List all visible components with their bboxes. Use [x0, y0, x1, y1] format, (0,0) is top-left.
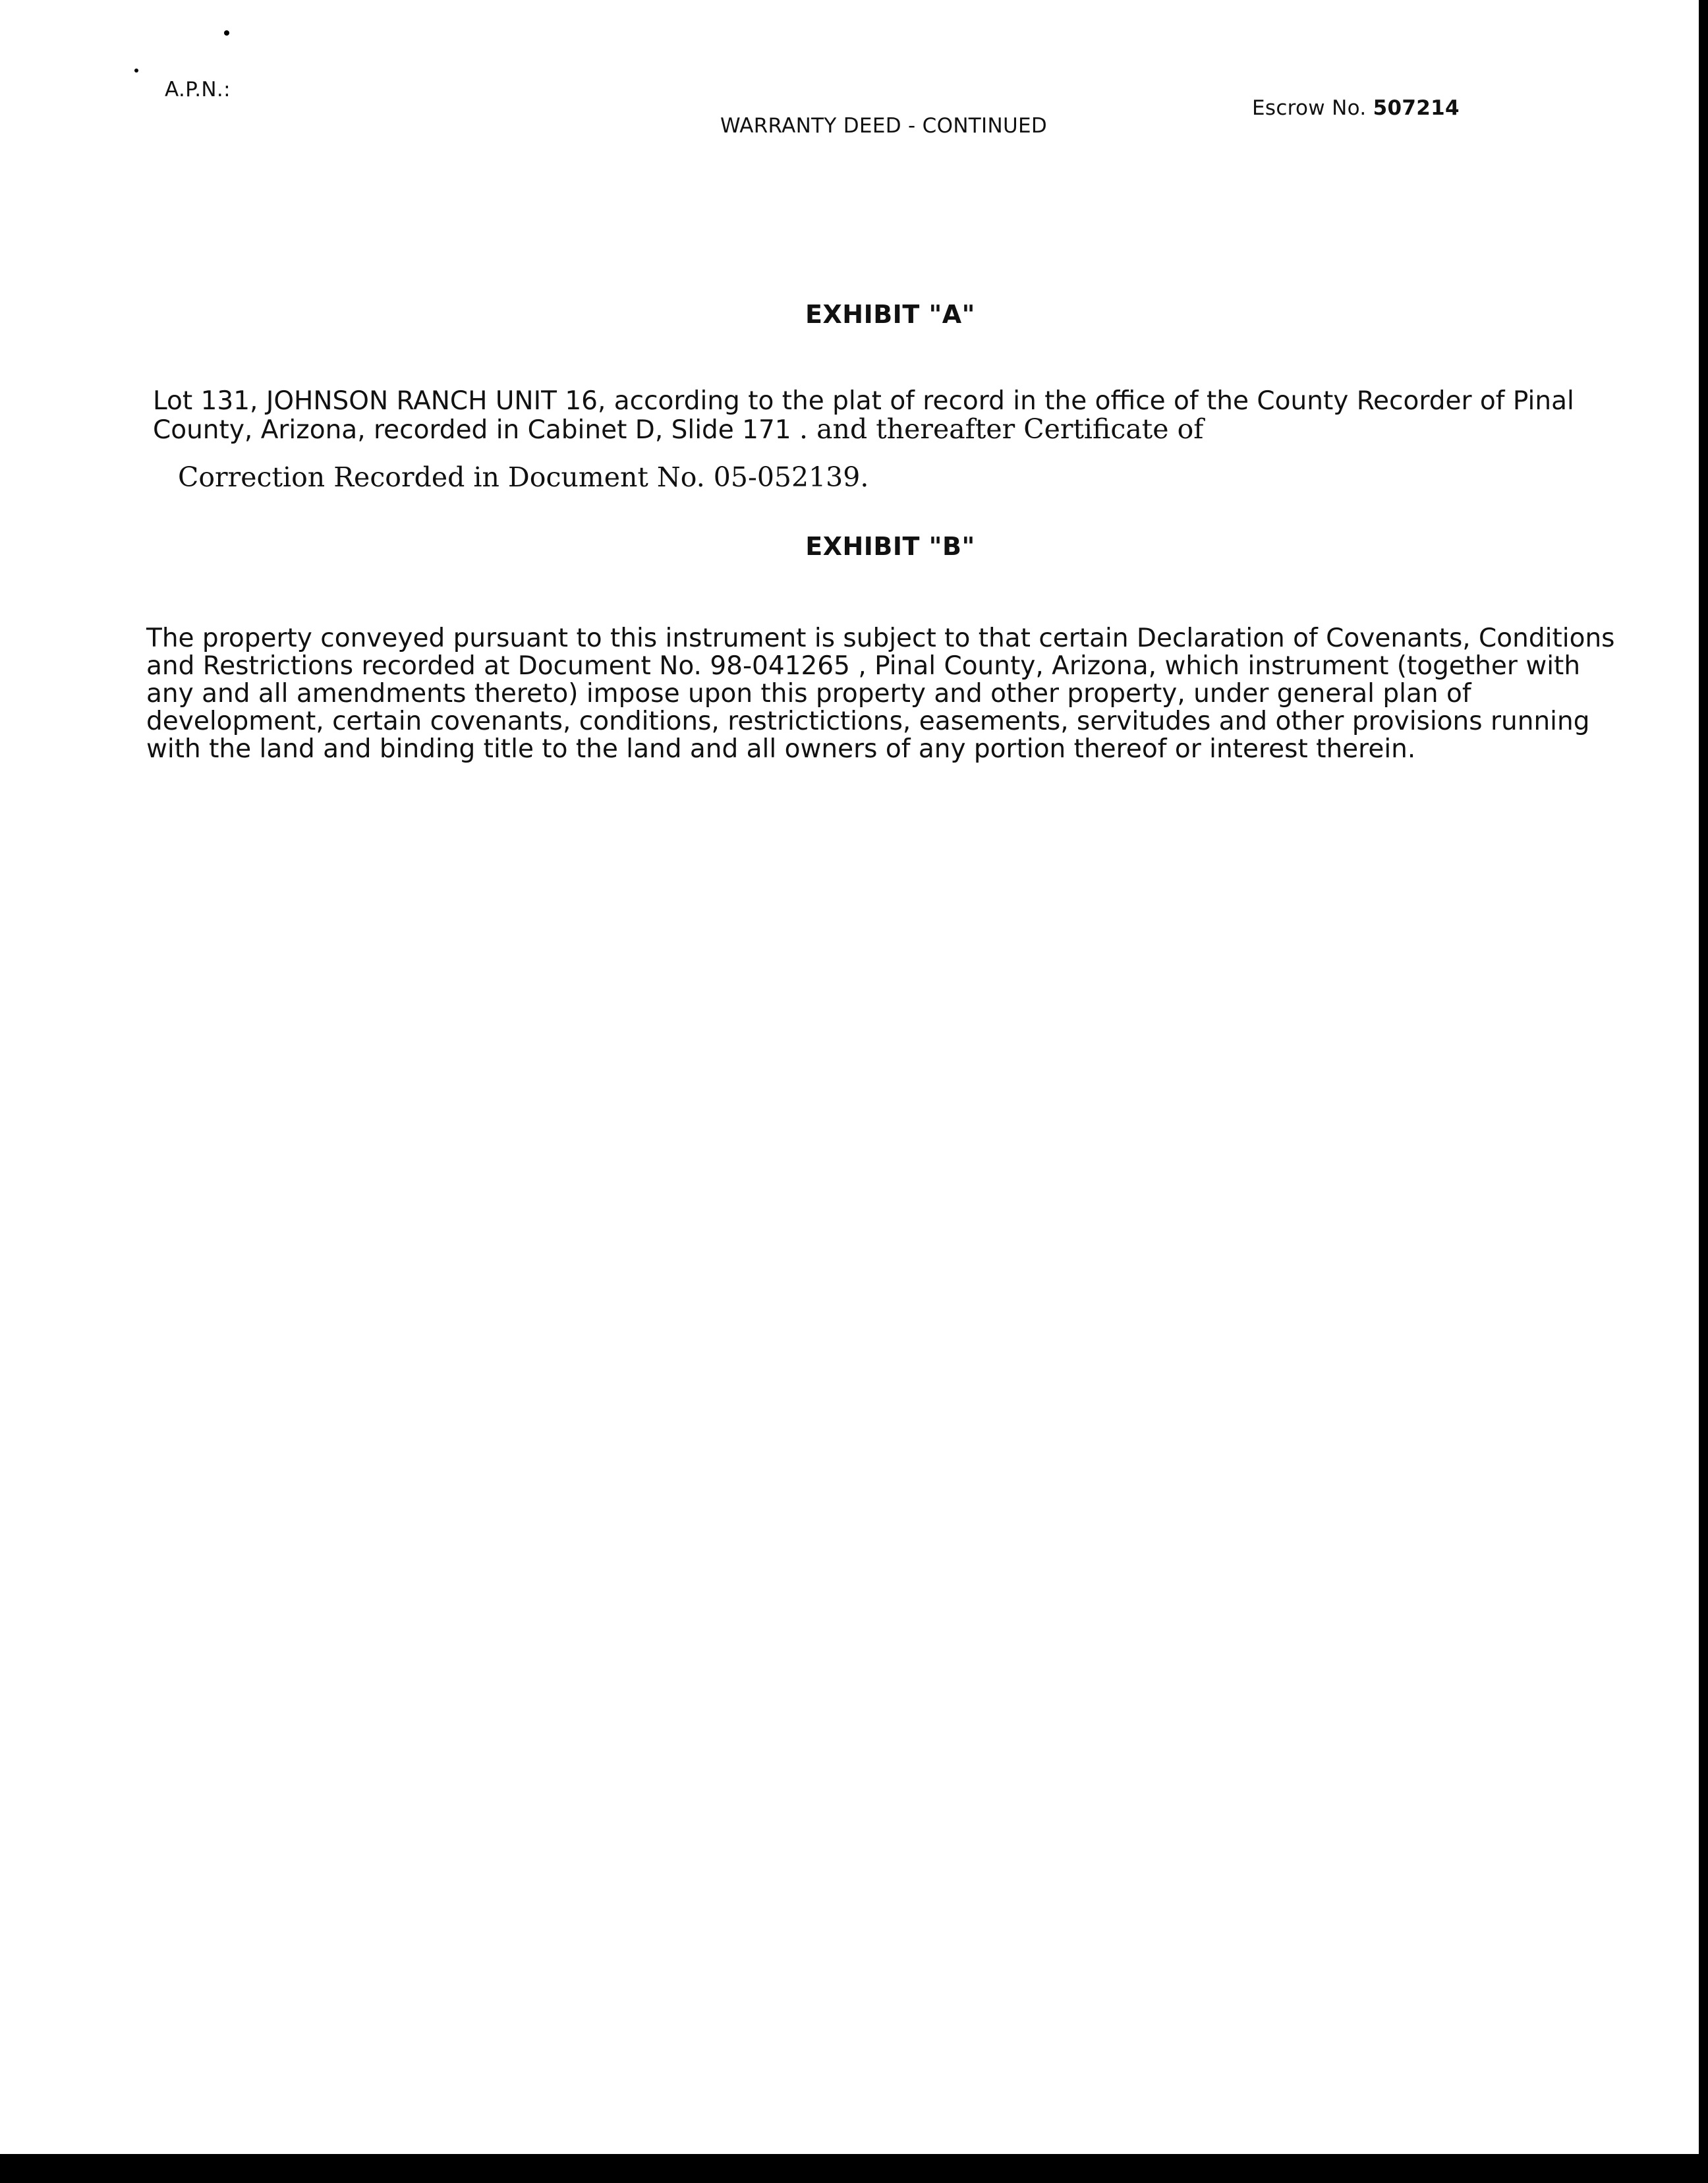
typed-addition: . and thereafter Certificate of: [799, 413, 1204, 445]
scan-border-right: [1699, 0, 1708, 2183]
exhibit-a-line-text: County, Arizona, recorded in Cabinet D, Slide 171: [153, 415, 791, 445]
exhibit-b-line: development, certain covenants, conditions, restrictictions, easements, servitudes and other provisions running: [146, 707, 1590, 736]
scan-speck: [134, 69, 138, 73]
exhibit-b-declaration: [146, 624, 1615, 764]
apn-label: A.P.N.:: [165, 78, 231, 102]
exhibit-b-line: with the land and binding title to the land and all owners of any portion thereof or interest therein.: [146, 734, 1416, 764]
scan-speck: [224, 30, 229, 36]
exhibit-a-legal-description: [153, 386, 1574, 445]
exhibit-a-line: [153, 415, 1523, 444]
exhibit-b-line: The property conveyed pursuant to this instrument is subject to that certain Declaration of Covenants, Conditions: [146, 624, 1615, 653]
exhibit-b-line: and Restrictions recorded at Document No. 98-041265 , Pinal County, Arizona, which instrument (together with: [146, 651, 1581, 681]
exhibit-a-line: Lot 131, JOHNSON RANCH UNIT 16, according to the plat of record in the office of the County Recorder of Pinal: [153, 386, 1574, 416]
escrow-value: 507214: [1373, 96, 1460, 120]
exhibit-b-line: any and all amendments thereto) impose upon this property and other property, under general plan of: [146, 679, 1471, 709]
escrow-number: [1252, 96, 1460, 120]
document-title: WARRANTY DEED - CONTINUED: [720, 114, 1048, 138]
typed-addition-line: Correction Recorded in Document No. 05-052139.: [178, 461, 869, 493]
escrow-label: Escrow No.: [1252, 96, 1367, 120]
exhibit-a-heading: EXHIBIT "A": [805, 300, 975, 329]
scan-border-bottom: [0, 2154, 1708, 2183]
exhibit-b-heading: EXHIBIT "B": [805, 532, 975, 561]
